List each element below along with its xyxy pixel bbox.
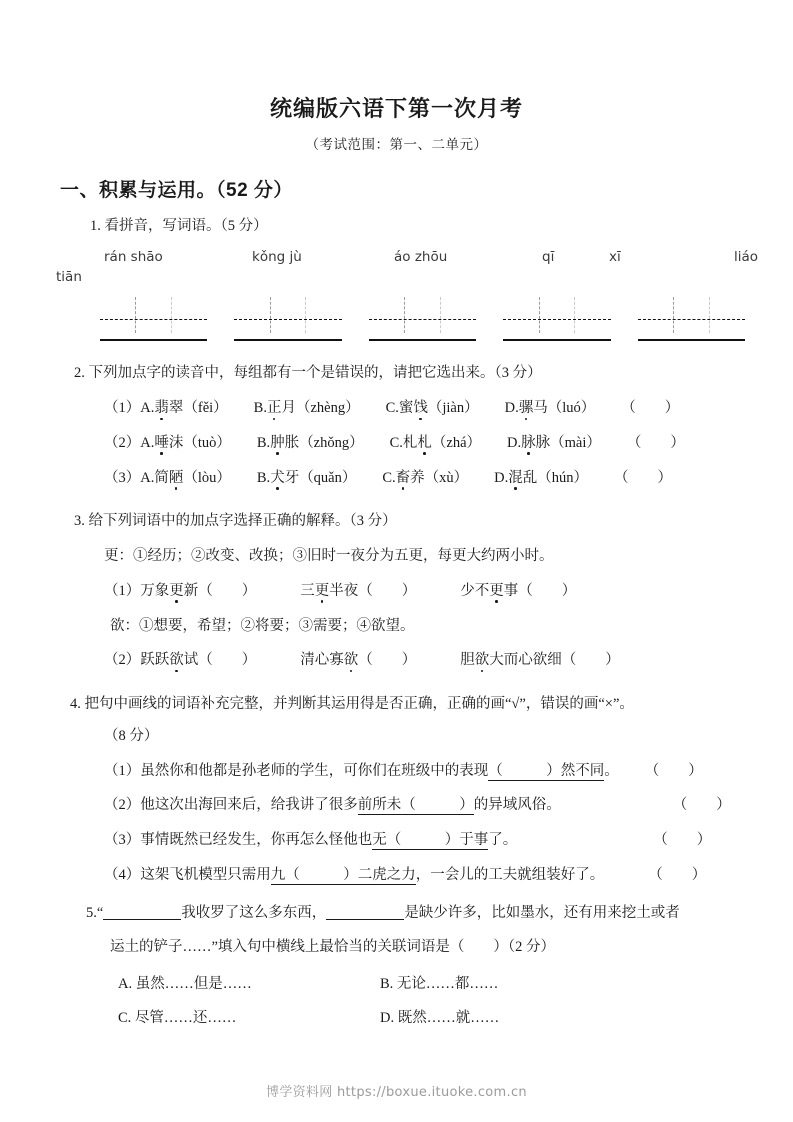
answer-bracket[interactable]: （ ） bbox=[626, 434, 685, 451]
question-4-row-2 bbox=[104, 795, 745, 817]
guide-line-vertical bbox=[404, 297, 405, 333]
quote-open: “ bbox=[96, 904, 104, 921]
phrase-dotted-char: 欲 bbox=[474, 652, 490, 669]
page-title: 统编版六语下第一次月考 bbox=[269, 96, 523, 121]
answer-bracket[interactable]: （ ） bbox=[358, 652, 417, 669]
item-number: （3） bbox=[104, 469, 141, 486]
option-pinyin: （luó） bbox=[547, 400, 596, 417]
item-number: （4） bbox=[104, 866, 141, 883]
option-word-dotted: 畜 bbox=[395, 469, 411, 486]
question-4-row-4 bbox=[104, 865, 745, 887]
blank-bracket[interactable]: （ ） bbox=[488, 762, 561, 779]
option-label: B. bbox=[256, 434, 271, 451]
underlined-tail: 于事 bbox=[459, 832, 489, 849]
option-word-dotted: 正 bbox=[266, 400, 282, 417]
underlined-phrase bbox=[358, 797, 474, 815]
question-4-stem: 4. 把句中画线的词语补充完整，并判断其运用得是否正确，正确的画“√”，错误的画“×”。 bbox=[70, 696, 634, 713]
blank-line[interactable] bbox=[103, 919, 181, 920]
pinyin-7: tiān bbox=[56, 269, 82, 286]
answer-bracket[interactable]: （ ） bbox=[644, 762, 703, 779]
sentence-post: 。 bbox=[604, 762, 619, 779]
question-3-gloss-2: 欲：①想要，希望；②将要；③需要；④欲望。 bbox=[110, 617, 415, 634]
answer-bracket[interactable]: （ ） bbox=[614, 469, 673, 486]
question-2-row-2 bbox=[104, 433, 745, 455]
phrase-dotted-char: 更 bbox=[314, 582, 330, 599]
writing-box[interactable] bbox=[369, 297, 476, 341]
option-word-dotted: 脉 bbox=[521, 434, 536, 451]
option-pinyin: （mài） bbox=[550, 434, 601, 451]
option-pinyin: （quǎn） bbox=[299, 469, 357, 486]
option-word-dotted: 饯 bbox=[413, 400, 428, 417]
question-3-row-2 bbox=[104, 650, 745, 672]
option-word-dotted: 犬 bbox=[270, 469, 285, 486]
option-word-dotted: 混 bbox=[508, 469, 523, 486]
answer-bracket[interactable]: （ ） bbox=[198, 652, 257, 669]
option-word-dotted: 肿 bbox=[270, 434, 285, 451]
question-4-row-3 bbox=[104, 830, 745, 852]
item-number: （2） bbox=[104, 434, 141, 451]
sentence-part-1: 我收罗了这么多东西， bbox=[181, 904, 327, 921]
question-1-pinyin-row bbox=[104, 249, 759, 267]
underlined-tail: 然不同 bbox=[560, 762, 605, 779]
choice-a[interactable]: A. 虽然……但是…… bbox=[118, 976, 252, 993]
phrase-pre: 万象 bbox=[140, 582, 170, 599]
question-2-row-1 bbox=[104, 398, 745, 420]
option-pinyin: （lòu） bbox=[183, 469, 231, 486]
option-pinyin: （zhá） bbox=[431, 434, 482, 451]
writing-baseline bbox=[638, 339, 745, 341]
question-5-line-2: 运土的铲子……”填入句中横线上最恰当的关联词语是（ ）（2 分） bbox=[110, 939, 556, 956]
phrase-pre: 清心寡 bbox=[300, 652, 344, 669]
option-word: 月 bbox=[281, 400, 296, 417]
choice-d[interactable]: D. 既然……就…… bbox=[380, 1010, 500, 1027]
phrase-pre: 少不 bbox=[460, 582, 490, 599]
option-word: 牙 bbox=[284, 469, 300, 486]
sentence-pre: 虽然你和他都是孙老师的学生，可你们在班级中的表现 bbox=[140, 762, 489, 779]
item-number: （2） bbox=[104, 652, 141, 669]
option-pinyin: （fěi） bbox=[183, 400, 228, 417]
phrase-dotted-char: 更 bbox=[169, 582, 184, 599]
guide-line-middle bbox=[369, 319, 476, 320]
sentence-post: 了。 bbox=[488, 832, 518, 849]
option-label: A. bbox=[140, 400, 155, 417]
option-word: 翠 bbox=[168, 400, 184, 417]
guide-line-middle bbox=[234, 319, 341, 320]
guide-line-vertical bbox=[440, 297, 441, 333]
phrase-pre: 跃跃 bbox=[140, 652, 170, 669]
pinyin-5: xī bbox=[609, 249, 621, 266]
option-word: 养 bbox=[410, 469, 425, 486]
pinyin-4: qī bbox=[542, 249, 555, 266]
pinyin-2: kǒng jù bbox=[252, 249, 302, 266]
answer-bracket[interactable]: （ ） bbox=[198, 582, 257, 599]
choice-b[interactable]: B. 无论……都…… bbox=[380, 976, 499, 993]
option-word: 沫 bbox=[168, 434, 184, 451]
guide-line-middle bbox=[638, 319, 745, 320]
underlined-phrase bbox=[372, 832, 488, 850]
answer-bracket[interactable]: （ ） bbox=[561, 652, 620, 669]
question-1-writing-boxes bbox=[100, 297, 745, 341]
item-number: （3） bbox=[104, 832, 141, 849]
guide-line-middle bbox=[503, 319, 610, 320]
question-3-stem: 3. 给下列词语中的加点字选择正确的解释。（3 分） bbox=[74, 513, 397, 530]
blank-bracket[interactable]: （ ） bbox=[386, 832, 460, 849]
option-word: 乱 bbox=[522, 469, 538, 486]
pinyin-1: rán shāo bbox=[104, 249, 163, 266]
sentence-pre: 这架飞机模型只需用 bbox=[140, 866, 271, 883]
item-number: （1） bbox=[104, 400, 141, 417]
phrase-pre: 三 bbox=[300, 582, 315, 599]
blank-bracket[interactable]: （ ） bbox=[285, 866, 358, 883]
writing-box[interactable] bbox=[234, 297, 341, 341]
option-word-dotted: 唾 bbox=[154, 434, 169, 451]
option-pinyin: （zhǒng） bbox=[299, 434, 364, 451]
option-word: 蜜 bbox=[398, 400, 414, 417]
guide-line-vertical bbox=[305, 297, 306, 333]
phrase-pre: 胆 bbox=[460, 652, 475, 669]
option-word-dotted: 翡 bbox=[154, 400, 169, 417]
question-2-row-3 bbox=[104, 468, 745, 490]
option-word: 脉 bbox=[535, 434, 551, 451]
option-label: C. bbox=[382, 469, 396, 486]
underlined-head: 前所未 bbox=[357, 797, 402, 814]
question-5-choices-row-1 bbox=[118, 972, 745, 993]
answer-bracket[interactable]: （ ） bbox=[621, 400, 680, 417]
option-pinyin: （zhèng） bbox=[295, 400, 360, 417]
underlined-phrase bbox=[271, 867, 416, 885]
item-number: 5. bbox=[86, 904, 97, 921]
sentence-part-2: 是缺少许多，比如墨水，还有用来挖土或者 bbox=[404, 904, 680, 921]
answer-bracket[interactable]: （ ） bbox=[672, 797, 731, 814]
option-label: A. bbox=[140, 469, 155, 486]
option-word: 简 bbox=[154, 469, 169, 486]
underlined-head: 无 bbox=[372, 832, 387, 849]
guide-line-vertical bbox=[135, 297, 136, 333]
option-pinyin: （hún） bbox=[537, 469, 589, 486]
option-pinyin: （tuò） bbox=[183, 434, 231, 451]
phrase-dotted-char: 欲 bbox=[169, 652, 184, 669]
pinyin-6: liáo bbox=[734, 249, 759, 266]
writing-box[interactable] bbox=[100, 297, 207, 341]
answer-bracket[interactable]: （ ） bbox=[358, 582, 417, 599]
phrase-dotted-char: 更 bbox=[489, 582, 504, 599]
option-label: D. bbox=[507, 434, 522, 451]
answer-bracket[interactable]: （ ） bbox=[648, 866, 707, 883]
writing-baseline bbox=[503, 339, 610, 341]
option-label: D. bbox=[504, 400, 519, 417]
underlined-head: 九 bbox=[270, 866, 286, 883]
section-heading: 一、积累与运用。（52 分） bbox=[60, 179, 293, 201]
item-number: （2） bbox=[104, 797, 141, 814]
item-number: （1） bbox=[104, 762, 141, 779]
answer-bracket[interactable]: （ ） bbox=[518, 582, 577, 599]
option-word-dotted: 骡 bbox=[518, 400, 534, 417]
underlined-phrase bbox=[488, 763, 604, 781]
underlined-tail: 二虎之力 bbox=[357, 866, 416, 883]
phrase-post: 事 bbox=[503, 582, 519, 599]
answer-bracket[interactable]: （ ） bbox=[653, 832, 712, 849]
guide-line-vertical bbox=[673, 297, 674, 333]
option-pinyin: （xù） bbox=[424, 469, 469, 486]
blank-bracket[interactable]: （ ） bbox=[401, 797, 474, 814]
phrase-dotted-char: 欲 bbox=[343, 652, 359, 669]
question-3-row-1 bbox=[104, 581, 745, 603]
guide-line-vertical bbox=[270, 297, 271, 333]
option-word: 马 bbox=[533, 400, 548, 417]
phrase-post: 大而心欲细 bbox=[489, 652, 562, 669]
guide-line-vertical bbox=[171, 297, 172, 333]
writing-baseline bbox=[100, 339, 207, 341]
writing-box[interactable] bbox=[503, 297, 610, 341]
option-word: 胀 bbox=[284, 434, 300, 451]
option-word-dotted: 陋 bbox=[168, 469, 184, 486]
question-2-stem: 2. 下列加点字的读音中，每组都有一个是错误的，请把它选出来。（3 分） bbox=[74, 365, 542, 382]
option-word: 札 bbox=[402, 434, 418, 451]
writing-box[interactable] bbox=[638, 297, 745, 341]
option-label: A. bbox=[140, 434, 155, 451]
pinyin-3: áo zhōu bbox=[394, 249, 448, 266]
choice-c[interactable]: C. 尽管……还…… bbox=[118, 1010, 237, 1027]
writing-baseline bbox=[369, 339, 476, 341]
sentence-pre: 事情既然已经发生，你再怎么怪他也 bbox=[140, 832, 373, 849]
sentence-post: 的异域风俗。 bbox=[473, 797, 561, 814]
item-number: （1） bbox=[104, 582, 141, 599]
question-5-line-1 bbox=[86, 903, 745, 925]
sentence-pre: 他这次出海回来后，给我讲了很多 bbox=[140, 797, 358, 814]
phrase-post: 新 bbox=[183, 582, 199, 599]
phrase-post: 试 bbox=[183, 652, 199, 669]
watermark-footer: 博学资料网 https://boxue.ituoke.com.cn bbox=[266, 1085, 527, 1100]
guide-line-middle bbox=[100, 319, 207, 320]
question-4-points: （8 分） bbox=[104, 727, 159, 744]
option-pinyin: （jiàn） bbox=[427, 400, 479, 417]
page-subtitle: （考试范围：第一、二单元） bbox=[305, 136, 488, 152]
guide-line-vertical bbox=[574, 297, 575, 333]
question-3-gloss-1: 更：①经历；②改变、改换；③旧时一夜分为五更，每更大约两小时。 bbox=[104, 548, 554, 565]
guide-line-vertical bbox=[709, 297, 710, 333]
option-label: C. bbox=[385, 400, 399, 417]
blank-line[interactable] bbox=[326, 919, 404, 920]
question-5-choices-row-2 bbox=[118, 1006, 745, 1027]
option-label: D. bbox=[494, 469, 509, 486]
writing-baseline bbox=[234, 339, 341, 341]
question-4-row-1 bbox=[104, 761, 745, 783]
option-word-dotted: 札 bbox=[417, 434, 432, 451]
phrase-post: 半夜 bbox=[329, 582, 359, 599]
option-label: B. bbox=[253, 400, 267, 417]
question-1-stem: 1. 看拼音，写词语。（5 分） bbox=[90, 217, 268, 234]
guide-line-vertical bbox=[539, 297, 540, 333]
option-label: C. bbox=[389, 434, 403, 451]
option-label: B. bbox=[256, 469, 271, 486]
sentence-post: ，一会儿的工夫就组装好了。 bbox=[415, 866, 605, 883]
